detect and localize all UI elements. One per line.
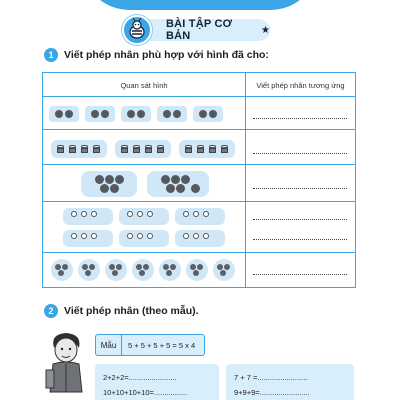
lollipop-group [119,230,169,247]
example-equation: 5 + 5 + 5 + 5 = 5 x 4 [128,340,196,350]
lollipop-group [63,230,113,247]
ball-pile-group [81,171,137,197]
answer-line[interactable] [253,118,347,119]
question-1-text: Viết phép nhân phù hợp với hình đã cho: [64,49,269,61]
answer-line[interactable] [253,239,347,240]
lollipop-group [175,230,225,247]
exercise-line[interactable]: 7 + 7 =........................ [234,373,308,382]
observation-table [42,72,356,288]
ball-pile-group [147,171,209,197]
cake-group [51,140,107,158]
exercise-line[interactable]: 9+9+9=........................ [234,388,310,397]
cake-group [179,140,235,158]
lollipop-group [119,208,169,225]
top-decorative-arc [80,0,320,10]
question-1-number: 1 [44,48,58,62]
cake-group [115,140,171,158]
dot-circle-group [105,259,127,281]
question-2-heading [44,304,199,318]
answer-line[interactable] [253,274,347,275]
dot-circle-group [213,259,235,281]
example-label: Mẫu [96,335,122,355]
dot-pair-group [157,106,187,122]
dot-pair-group [121,106,151,122]
header-observe: Quan sát hình [120,80,168,90]
section-banner [126,19,270,41]
answer-line[interactable] [253,188,347,189]
table-header [43,73,355,97]
table-row-dot-pairs [43,98,355,130]
bee-mascot-icon [122,15,152,45]
star-icon: ★ [261,24,270,36]
table-row-lollipops [43,203,355,253]
question-2-number: 2 [44,304,58,318]
lollipop-group [175,208,225,225]
dot-pair-group [49,106,79,122]
exercise-panel-left [95,364,219,400]
table-row-cakes [43,131,355,165]
answer-line[interactable] [253,153,347,154]
exercise-line[interactable]: 10+10+10+10=................ [103,388,188,397]
question-1-heading [44,48,269,62]
example-box [95,334,205,356]
table-row-ball-piles [43,166,355,202]
dot-pair-group [85,106,115,122]
answer-line[interactable] [253,219,347,220]
dot-circle-group [78,259,100,281]
dot-circle-group [51,259,73,281]
section-title: BÀI TẬP CƠ BẢN [166,18,233,42]
exercise-panel-right [226,364,354,400]
header-write: Viết phép nhân tương ứng [256,80,345,90]
dot-pair-group [193,106,223,122]
dot-circle-group [186,259,208,281]
table-row-circle-groups [43,254,355,287]
lollipop-group [63,208,113,225]
dot-circle-group [132,259,154,281]
exercise-line[interactable]: 2+2+2=....................... [103,373,177,382]
dot-circle-group [159,259,181,281]
question-2-text: Viết phép nhân (theo mẫu). [64,305,199,317]
boy-illustration [44,330,90,400]
